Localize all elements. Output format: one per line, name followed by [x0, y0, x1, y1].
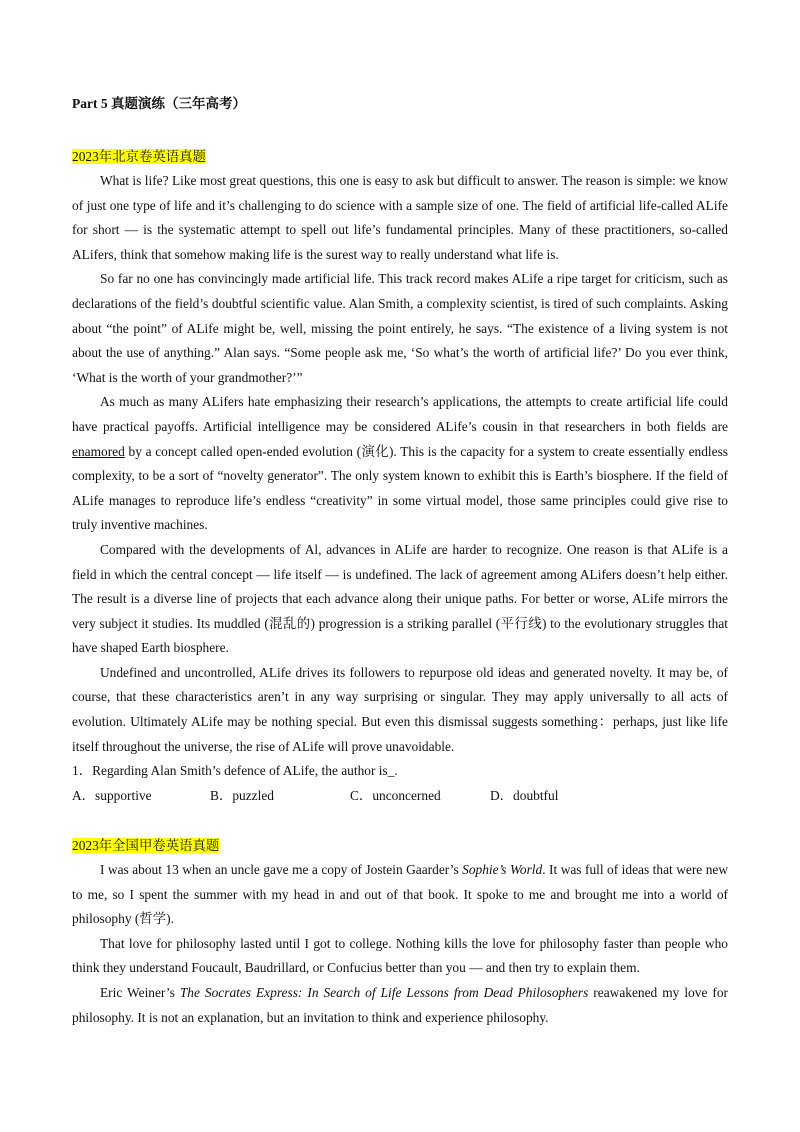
book-title-sophies-world: Sophie’s World [462, 862, 543, 877]
paragraph-3-text: Eric Weiner’s [100, 984, 180, 1000]
option-c: C．unconcerned [350, 787, 441, 803]
book-title-socrates-express: The Socrates Express: In Search of Life Lessons from Dead Philosophers [179, 984, 589, 1000]
section-heading-beijing [72, 145, 206, 170]
paragraph-2: So far no one has convincingly made artificial life. This track record makes ALife a ripe target for criticism, such as declarations of the field’s doubtful scientific value. Alan Smith, a complexity scientist, is tired of such complaints. Asking about “the point” of ALife might be, well, missing the point entirely, he says. “The existence of a living system is not about the use of anything.” Alan says. “Some people ask me, ‘So what’s the worth of artificial life?’ Do you ever think, ‘What is the worth of your grandmother?’” [72, 271, 728, 385]
option-d: D．doubtful [490, 787, 559, 803]
paragraph-1-text-end: . It was full of ideas that were new to me, so I spent the summer with my head in and out of that book. It spoke to me and brought me into a world of philosophy (哲学). [72, 862, 728, 927]
paragraph-3-text-end: by a concept called open-ended evolution (演化). This is the capacity for a system to create essentially endless complexity, to be a sort of “novelty generator”. The only system known to exhibit this is Earth’s biosphere. If the field of ALife manages to reproduce life’s endless “creativity” in some virtual model, those same principles could give rise to truly inventive machines. [72, 443, 728, 533]
passage-philosophy [72, 858, 728, 1030]
paragraph-1: What is life? Like most great questions, this one is easy to ask but difficult to answer. The reason is simple: we know of just one type of life and it’s challenging to do science with a sample size of one. The field of artificial life-called ALife for short — is the systematic attempt to spell out life’s fundamental principles. Many of these practitioners, so-called ALifers, think that somehow making life is the surest way to really understand what life is. [72, 173, 728, 262]
vocab-word-enamored: enamored [72, 443, 125, 459]
question-1: 1．Regarding Alan Smith’s defence of ALife, the author is_. [72, 763, 398, 779]
option-a: A．supportive [72, 787, 152, 803]
paragraph-4: Compared with the developments of Al, advances in ALife are harder to recognize. One reason is that ALife is a field in which the central concept — life itself — is undefined. The lack of agreement among ALifers doesn’t help either. The result is a diverse line of projects that each advance along their unique paths. For better or worse, ALife mirrors the very subject it studies. Its muddled (混乱的) progression is a striking parallel (平行线) to the evolutionary struggles that have shaped Earth biosphere. [72, 541, 728, 656]
paragraph-2: That love for philosophy lasted until I got to college. Nothing kills the love for philosophy faster than people who think they understand Foucault, Baudrillard, or Confucius better than you — and then try to explain them. [72, 935, 728, 976]
paragraph-3 [72, 981, 728, 1030]
paragraph-1 [72, 858, 728, 932]
paragraph-3-text-end: reawakened my love for philosophy. It is not an explanation, but an invitation to think and experience philosophy. [72, 984, 729, 1025]
passage-alife [72, 169, 728, 808]
paragraph-5: Undefined and uncontrolled, ALife drives its followers to repurpose old ideas and generated novelty. It may be, of course, that these characteristics aren’t in any way surprising or singular. They may apply universally to all acts of evolution. Ultimately ALife may be nothing special. But even this dismissal suggests something：perhaps, just like life itself throughout the universe, the rise of ALife will prove unavoidable. [72, 664, 728, 754]
answer-options [72, 784, 728, 809]
paragraph-3-text: As much as many ALifers hate emphasizing their research’s applications, the attempts to create artificial life could have practical payoffs. Artificial intelligence may be considered ALife’s cousin in that researchers in both fields are [72, 394, 728, 434]
section-heading-national [72, 834, 219, 859]
option-b: B．puzzled [210, 787, 274, 803]
section-heading-text: 2023年全国甲卷英语真题 [72, 838, 220, 853]
section-heading-text: 2023年北京卷英语真题 [72, 149, 206, 164]
paragraph-3 [72, 390, 728, 538]
part-title: Part 5 真题演练（三年高考） [72, 96, 246, 111]
paragraph-1-text: I was about 13 when an uncle gave me a copy of Jostein Gaarder’s [100, 862, 463, 877]
